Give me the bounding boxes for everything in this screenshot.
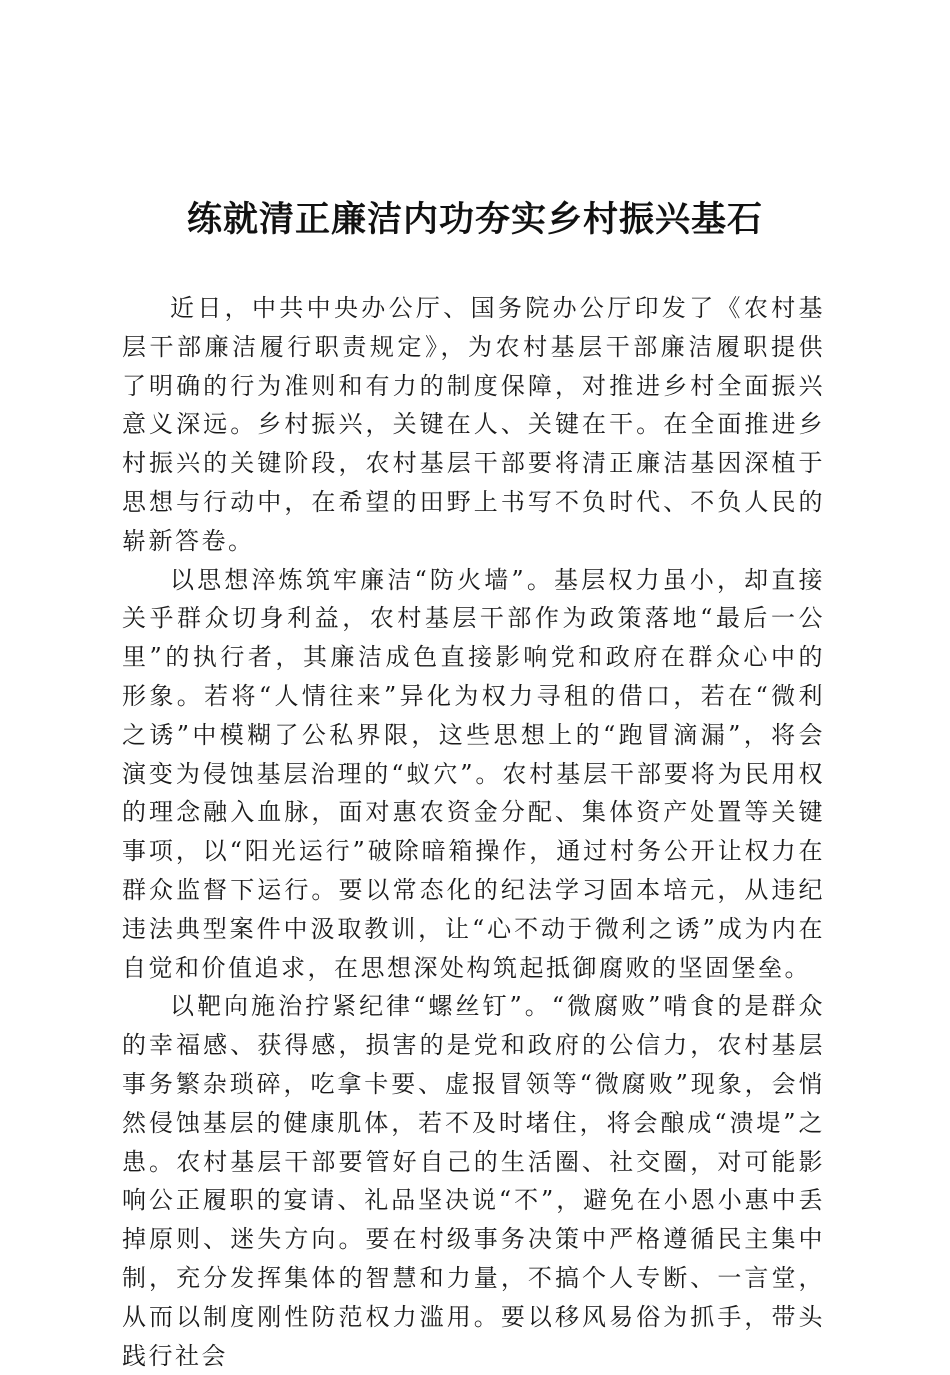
paragraph-intro: 近日，中共中央办公厅、国务院办公厅印发了《农村基层干部廉洁履行职责规定》，为农村基层干部廉洁履职提供了明确的行为准则和有力的制度保障，对推进乡村全面振兴意义深远。乡村振兴，关键在人、关键在干。在全面推进乡村振兴的关键阶段，农村基层干部要将清正廉洁基因深植于思想与行动中，在希望的田野上书写不负时代、不负人民的崭新答卷。 xyxy=(122,294,825,555)
document-title: 练就清正廉洁内功夯实乡村振兴基石 xyxy=(186,199,763,240)
document-body xyxy=(122,289,825,1375)
paragraph-discipline-screw: 以靶向施治拧紧纪律“螺丝钉”。“微腐败”啃食的是群众的幸福感、获得感，损害的是党和政府的公信力，农村基层事务繁杂琐碎，吃拿卡要、虚报冒领等“微腐败”现象，会悄然侵蚀基层的健康肌体，若不及时堵住，将会酿成“溃堤”之患。农村基层干部要管好自己的生活圈、社交圈，对可能影响公正履职的宴请、礼品坚决说“不”，避免在小恩小惠中丢掉原则、迷失方向。要在村级事务决策中严格遵循民主集中制，充分发挥集体的智慧和力量，不搞个人专断、一言堂，从而以制度刚性防范权力滥用。要以移风易俗为抓手，带头践行社会 xyxy=(122,992,825,1370)
paragraph-ideological-firewall: 以思想淬炼筑牢廉洁“防火墙”。基层权力虽小，却直接关乎群众切身利益，农村基层干部作为政策落地“最后一公里”的执行者，其廉洁成色直接影响党和政府在群众心中的形象。若将“人情往来”异化为权力寻租的借口，若在“微利之诱”中模糊了公私界限，这些思想上的“跑冒滴漏”，将会演变为侵蚀基层治理的“蚁穴”。农村基层干部要将为民用权的理念融入血脉，面对惠农资金分配、集体资产处置等关键事项，以“阳光运行”破除暗箱操作，通过村务公开让权力在群众监督下运行。要以常态化的纪法学习固本培元，从违纪违法典型案件中汲取教训，让“心不动于微利之诱”成为内在自觉和价值追求，在思想深处构筑起抵御腐败的坚固堡垒。 xyxy=(122,565,825,982)
